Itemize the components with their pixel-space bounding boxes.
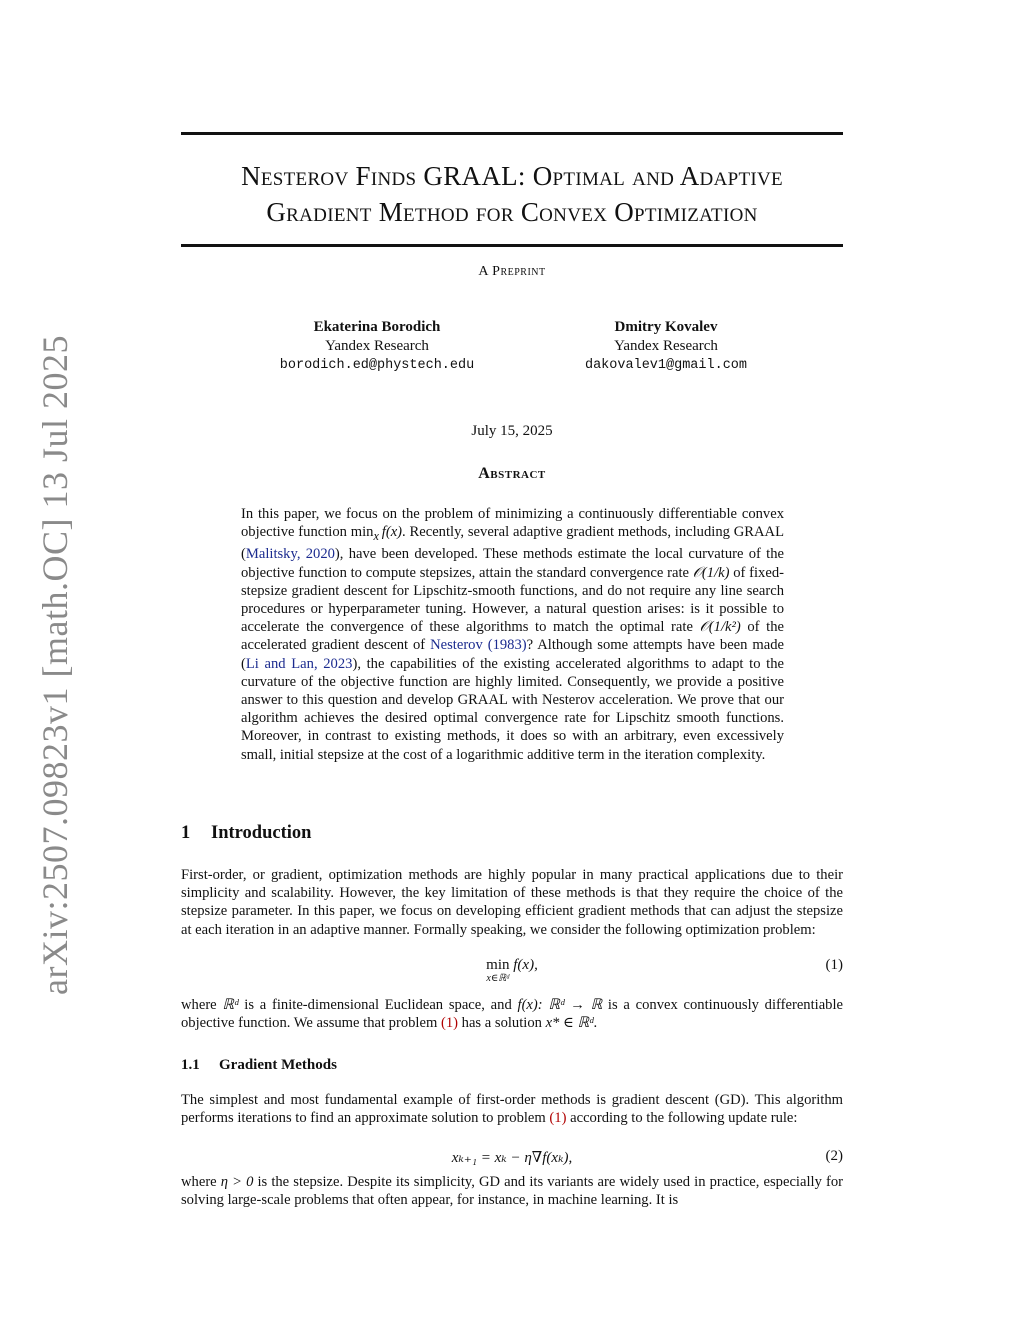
equation-reference[interactable]: (1)	[440, 1015, 458, 1032]
rate-1-over-k-squared: 𝒪(1/k²)	[699, 619, 741, 636]
equation-2-number: (2)	[825, 1148, 843, 1164]
section-heading-introduction	[181, 823, 311, 844]
objective-function: f(x)	[381, 524, 403, 541]
abstract-text: ), have been developed. These methods estimate the local curvature of the objective function to compute stepsizes, attain the standard convergence rate	[241, 546, 784, 581]
preprint-label: A Preprint	[478, 264, 546, 279]
abstract-text: ), the capabilities of the existing accelerated algorithms to adapt to the curvature of the objective function are highly limited. Consequently, we provide a positive answer to this question and develop GRAAL with Nesterov acceleration. We prove that our algorithm achieves the desired optimal convergence rate for Lipschitz smooth functions. Moreover, in contrast to existing methods, it does so with an arbitrary, even excessively small, initial stepsize at the cost of a logarithmic additive term in the iteration complexity.	[241, 655, 784, 763]
title-bottom-rule	[181, 244, 843, 247]
subsection-title: Gradient Methods	[219, 1057, 337, 1073]
arxiv-identifier-sidebar	[30, 335, 80, 995]
abstract-text: . Recently, several adaptive gradient methods, including GRAAL (	[241, 524, 784, 563]
author-name: Dmitry Kovalev	[614, 319, 718, 335]
citation-malitsky[interactable]: Malitsky, 2020	[245, 546, 335, 563]
rate-1-over-k: 𝒪(1/k)	[692, 564, 730, 581]
arxiv-id-text: arXiv:2507.09823v1 [math.OC] 13 Jul 2025	[35, 335, 76, 995]
title-line-1: Nesterov Finds GRAAL: Optimal and Adaptive	[241, 161, 783, 191]
author-email: borodich.ed@phystech.edu	[279, 358, 475, 373]
equation-2-body: xₖ₊₁ = xₖ − η∇f(xₖ),	[451, 1150, 573, 1166]
paper-title	[181, 158, 843, 230]
author-block-2	[516, 318, 816, 375]
abstract-text: In this paper, we focus on the problem of minimizing a continuously differentiable convex objective function	[241, 506, 784, 541]
min-subscript: x∈ℝᵈ	[486, 973, 510, 984]
paragraph-text: is the stepsize. Despite its simplicity, GD and its variants are widely used in practice, especially for solving large-scale problems that often appear, for instance, in machine learning. It is	[181, 1174, 843, 1209]
intro-paragraph-1: First-order, or gradient, optimization methods are highly popular in many practical applications due to their simplicity and scalability. However, the key limitation of these methods is that they require the choice of the stepsize parameter. In this paper, we focus on developing efficient gradient methods that can adjust the stepsize at each iteration in an adaptive manner. Formally speaking, we consider the following optimization problem:	[181, 867, 843, 938]
publication-date: July 15, 2025	[471, 423, 553, 439]
intro-paragraph-2	[181, 996, 843, 1032]
equation-1-number: (1)	[825, 957, 843, 973]
paragraph-text: where	[181, 997, 217, 1013]
author-affiliation: Yandex Research	[325, 338, 429, 354]
paragraph-text: is a convex continuously differentiable objective function. We assume that problem	[181, 997, 844, 1032]
equation-reference[interactable]: (1)	[549, 1110, 567, 1127]
section-title: Introduction	[211, 823, 312, 843]
title-top-rule	[181, 132, 843, 135]
paragraph-text: according to the following update rule:	[570, 1110, 798, 1127]
title-line-2: Gradient Method for Convex Optimization	[266, 197, 758, 227]
abstract-body	[241, 505, 784, 764]
math-rd: ℝᵈ	[222, 997, 239, 1013]
citation-li-lan[interactable]: Li and Lan, 2023	[245, 655, 353, 672]
abstract-heading: Abstract	[478, 465, 546, 482]
min-subscript: x	[373, 529, 379, 544]
author-affiliation: Yandex Research	[614, 338, 718, 354]
math-function-map: f(x): ℝᵈ → ℝ	[517, 997, 603, 1013]
author-name: Ekaterina Borodich	[313, 319, 441, 335]
min-operator: min	[350, 524, 374, 541]
math-eta: η > 0	[220, 1174, 254, 1190]
gradient-paragraph-2	[181, 1173, 843, 1209]
paragraph-text: where	[181, 1174, 217, 1190]
equation-1-expression: f(x),	[513, 957, 538, 973]
abstract-text: of fixed-stepsize gradient descent for Lipschitz-smooth functions, and do not require any line search procedures or hyperparameter tuning. However, a natural question arises: is it possible to accelerate the convergence of these algorithms to match the optimal rate	[241, 564, 784, 636]
math-solution: x* ∈ ℝᵈ	[545, 1015, 594, 1032]
abstract-text: ? Although some attempts have been made (	[241, 637, 784, 672]
paragraph-text: is a finite-dimensional Euclidean space, and	[244, 997, 512, 1013]
citation-nesterov[interactable]: Nesterov (1983)	[430, 637, 527, 654]
min-operator-block	[486, 957, 509, 985]
paragraph-text: .	[593, 1015, 598, 1032]
equation-1-body	[181, 957, 843, 985]
subsection-heading-gradient-methods	[181, 1057, 337, 1074]
abstract-math-min	[350, 524, 403, 544]
gradient-paragraph-1	[181, 1091, 843, 1127]
author-email: dakovalev1@gmail.com	[584, 358, 748, 373]
subsection-number: 1.1	[181, 1057, 200, 1073]
abstract-text: of the accelerated gradient descent of	[241, 619, 785, 654]
author-block-1	[227, 318, 527, 375]
section-number: 1	[181, 823, 191, 843]
paragraph-text: The simplest and most fundamental example of first-order methods is gradient descent (GD). This algorithm performs iterations to find an approximate solution to problem	[181, 1092, 843, 1127]
min-operator: min	[486, 957, 510, 973]
paragraph-text: has a solution	[461, 1015, 542, 1032]
equation-1	[181, 957, 843, 989]
